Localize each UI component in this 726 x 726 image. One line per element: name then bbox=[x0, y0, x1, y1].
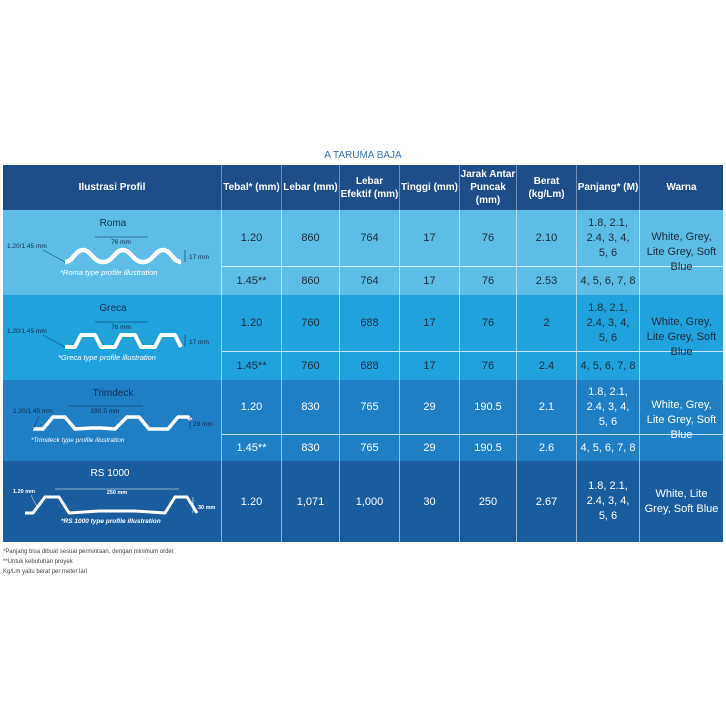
trimdeck-berat-2: 2.6 bbox=[517, 435, 577, 461]
rs1000-tinggi: 30 bbox=[400, 461, 460, 542]
svg-text:30 mm: 30 mm bbox=[198, 505, 216, 511]
roma-lebar-1: 860 bbox=[282, 210, 340, 266]
trimdeck-jarak-2: 190.5 bbox=[460, 435, 517, 461]
header-lebar: Lebar (mm) bbox=[282, 165, 340, 210]
table-header bbox=[3, 165, 723, 210]
greca-tinggi-1: 17 bbox=[400, 295, 460, 351]
roma-lebar-2: 860 bbox=[282, 267, 340, 295]
svg-text:17 mm: 17 mm bbox=[189, 254, 209, 261]
footnote: *Panjang bisa dibuat sesuai permintaan, dengan minimum order bbox=[3, 549, 174, 555]
greca-tinggi-2: 17 bbox=[400, 352, 460, 380]
svg-text:1.20 mm: 1.20 mm bbox=[13, 489, 36, 495]
roma-jarak-1: 76 bbox=[460, 210, 517, 266]
greca-jarak-2: 76 bbox=[460, 352, 517, 380]
header-jarak: Jarak Antar Puncak (mm) bbox=[460, 165, 517, 210]
roma-lebar-efektif-2: 764 bbox=[340, 267, 400, 295]
svg-text:250 mm: 250 mm bbox=[106, 490, 128, 496]
group-trimdeck bbox=[3, 380, 723, 461]
svg-text:1.20/1.45 mm: 1.20/1.45 mm bbox=[13, 408, 53, 415]
greca-panjang-2: 4, 5, 6, 7, 8 bbox=[577, 352, 640, 380]
svg-text:29 mm: 29 mm bbox=[193, 421, 213, 428]
rs1000-lebar-efektif: 1,000 bbox=[340, 461, 400, 542]
group-rs1000 bbox=[3, 461, 723, 542]
greca-panjang-1: 1.8, 2.1, 2.4, 3, 4, 5, 6 bbox=[577, 295, 640, 351]
svg-text:190.5 mm: 190.5 mm bbox=[90, 408, 120, 415]
rs1000-berat: 2.67 bbox=[517, 461, 577, 542]
footnote: **Untuk kebutuhan proyek bbox=[3, 559, 73, 565]
greca-lebar-efektif-1: 688 bbox=[340, 295, 400, 351]
roma-tinggi-2: 17 bbox=[400, 267, 460, 295]
greca-profile-name: Greca bbox=[99, 303, 127, 314]
svg-text:*RS 1000 type profile illustra: *RS 1000 type profile illustration bbox=[61, 518, 161, 525]
trimdeck-illustration bbox=[3, 380, 222, 461]
group-greca bbox=[3, 295, 723, 380]
header-lebar-efektif: Lebar Efektif (mm) bbox=[340, 165, 400, 210]
header-berat: Berat (kg/Lm) bbox=[517, 165, 577, 210]
header-warna: Warna bbox=[666, 182, 697, 193]
svg-text:1.20/1.45 mm: 1.20/1.45 mm bbox=[7, 328, 47, 335]
roma-jarak-2: 76 bbox=[460, 267, 517, 295]
greca-berat-1: 2 bbox=[517, 295, 577, 351]
trimdeck-lebar-2: 830 bbox=[282, 435, 340, 461]
roma-tebal-2: 1.45** bbox=[222, 267, 282, 295]
svg-text:1.20/1.45 mm: 1.20/1.45 mm bbox=[7, 243, 47, 250]
roma-berat-2: 2.53 bbox=[517, 267, 577, 295]
greca-jarak-1: 76 bbox=[460, 295, 517, 351]
trimdeck-berat-1: 2.1 bbox=[517, 380, 577, 434]
svg-text:76 mm: 76 mm bbox=[111, 239, 131, 246]
group-roma bbox=[3, 210, 723, 295]
roma-profile-name: Roma bbox=[99, 218, 127, 229]
trimdeck-profile-name: Trimdeck bbox=[92, 388, 134, 399]
rs1000-tebal: 1.20 bbox=[222, 461, 282, 542]
svg-text:*Roma type profile illustratio: *Roma type profile illustration bbox=[60, 268, 158, 277]
footnote: Kg/Lm yaitu berat per meter lari bbox=[3, 569, 88, 575]
greca-warna: White, Grey, Lite Grey, Soft Blue bbox=[646, 316, 717, 358]
trimdeck-tebal-1: 1.20 bbox=[222, 380, 282, 434]
rs1000-panjang: 1.8, 2.1, 2.4, 3, 4, 5, 6 bbox=[577, 461, 640, 542]
greca-lebar-1: 760 bbox=[282, 295, 340, 351]
svg-text:76 mm: 76 mm bbox=[111, 324, 131, 331]
header-tinggi: Tinggi (mm) bbox=[400, 165, 460, 210]
roma-warna: White, Grey, Lite Grey, Soft Blue bbox=[646, 231, 717, 273]
greca-berat-2: 2.4 bbox=[517, 352, 577, 380]
roma-tinggi-1: 17 bbox=[400, 210, 460, 266]
roma-illustration bbox=[3, 210, 222, 295]
trimdeck-lebar-1: 830 bbox=[282, 380, 340, 434]
greca-tebal-2: 1.45** bbox=[222, 352, 282, 380]
roma-panjang-2: 4, 5, 6, 7, 8 bbox=[577, 267, 640, 295]
rs1000-jarak: 250 bbox=[460, 461, 517, 542]
greca-lebar-2: 760 bbox=[282, 352, 340, 380]
roma-lebar-efektif-1: 764 bbox=[340, 210, 400, 266]
trimdeck-jarak-1: 190.5 bbox=[460, 380, 517, 434]
roma-panjang-1: 1.8, 2.1, 2.4, 3, 4, 5, 6 bbox=[577, 210, 640, 266]
trimdeck-lebar-efektif-2: 765 bbox=[340, 435, 400, 461]
rs1000-warna: White, Lite Grey, Soft Blue bbox=[644, 487, 719, 515]
svg-text:*Greca type profile illustrati: *Greca type profile illustration bbox=[58, 353, 156, 362]
rs1000-profile-name: RS 1000 bbox=[90, 468, 130, 479]
trimdeck-tinggi-2: 29 bbox=[400, 435, 460, 461]
trimdeck-tinggi-1: 29 bbox=[400, 380, 460, 434]
rs1000-illustration bbox=[3, 461, 222, 542]
svg-text:17 mm: 17 mm bbox=[189, 339, 209, 346]
header-panjang: Panjang* (M) bbox=[577, 165, 640, 210]
footnotes bbox=[3, 547, 174, 577]
header-ilustrasi: Ilustrasi Profil bbox=[3, 165, 222, 210]
roma-tebal-1: 1.20 bbox=[222, 210, 282, 266]
trimdeck-panjang-1: 1.8, 2.1, 2.4, 3, 4, 5, 6 bbox=[577, 380, 640, 434]
greca-lebar-efektif-2: 688 bbox=[340, 352, 400, 380]
trimdeck-panjang-2: 4, 5, 6, 7, 8 bbox=[577, 435, 640, 461]
rs1000-lebar: 1,071 bbox=[282, 461, 340, 542]
trimdeck-lebar-efektif-1: 765 bbox=[340, 380, 400, 434]
greca-illustration bbox=[3, 295, 222, 380]
header-tebal: Tebal* (mm) bbox=[222, 165, 282, 210]
roma-berat-1: 2.10 bbox=[517, 210, 577, 266]
table-caption: A TARUMA BAJA bbox=[324, 150, 402, 161]
trimdeck-warna: White, Grey, Lite Grey, Soft Blue bbox=[646, 399, 717, 441]
trimdeck-tebal-2: 1.45** bbox=[222, 435, 282, 461]
svg-text:*Trimdeck type profile illustr: *Trimdeck type profile illustration bbox=[31, 437, 125, 444]
greca-tebal-1: 1.20 bbox=[222, 295, 282, 351]
